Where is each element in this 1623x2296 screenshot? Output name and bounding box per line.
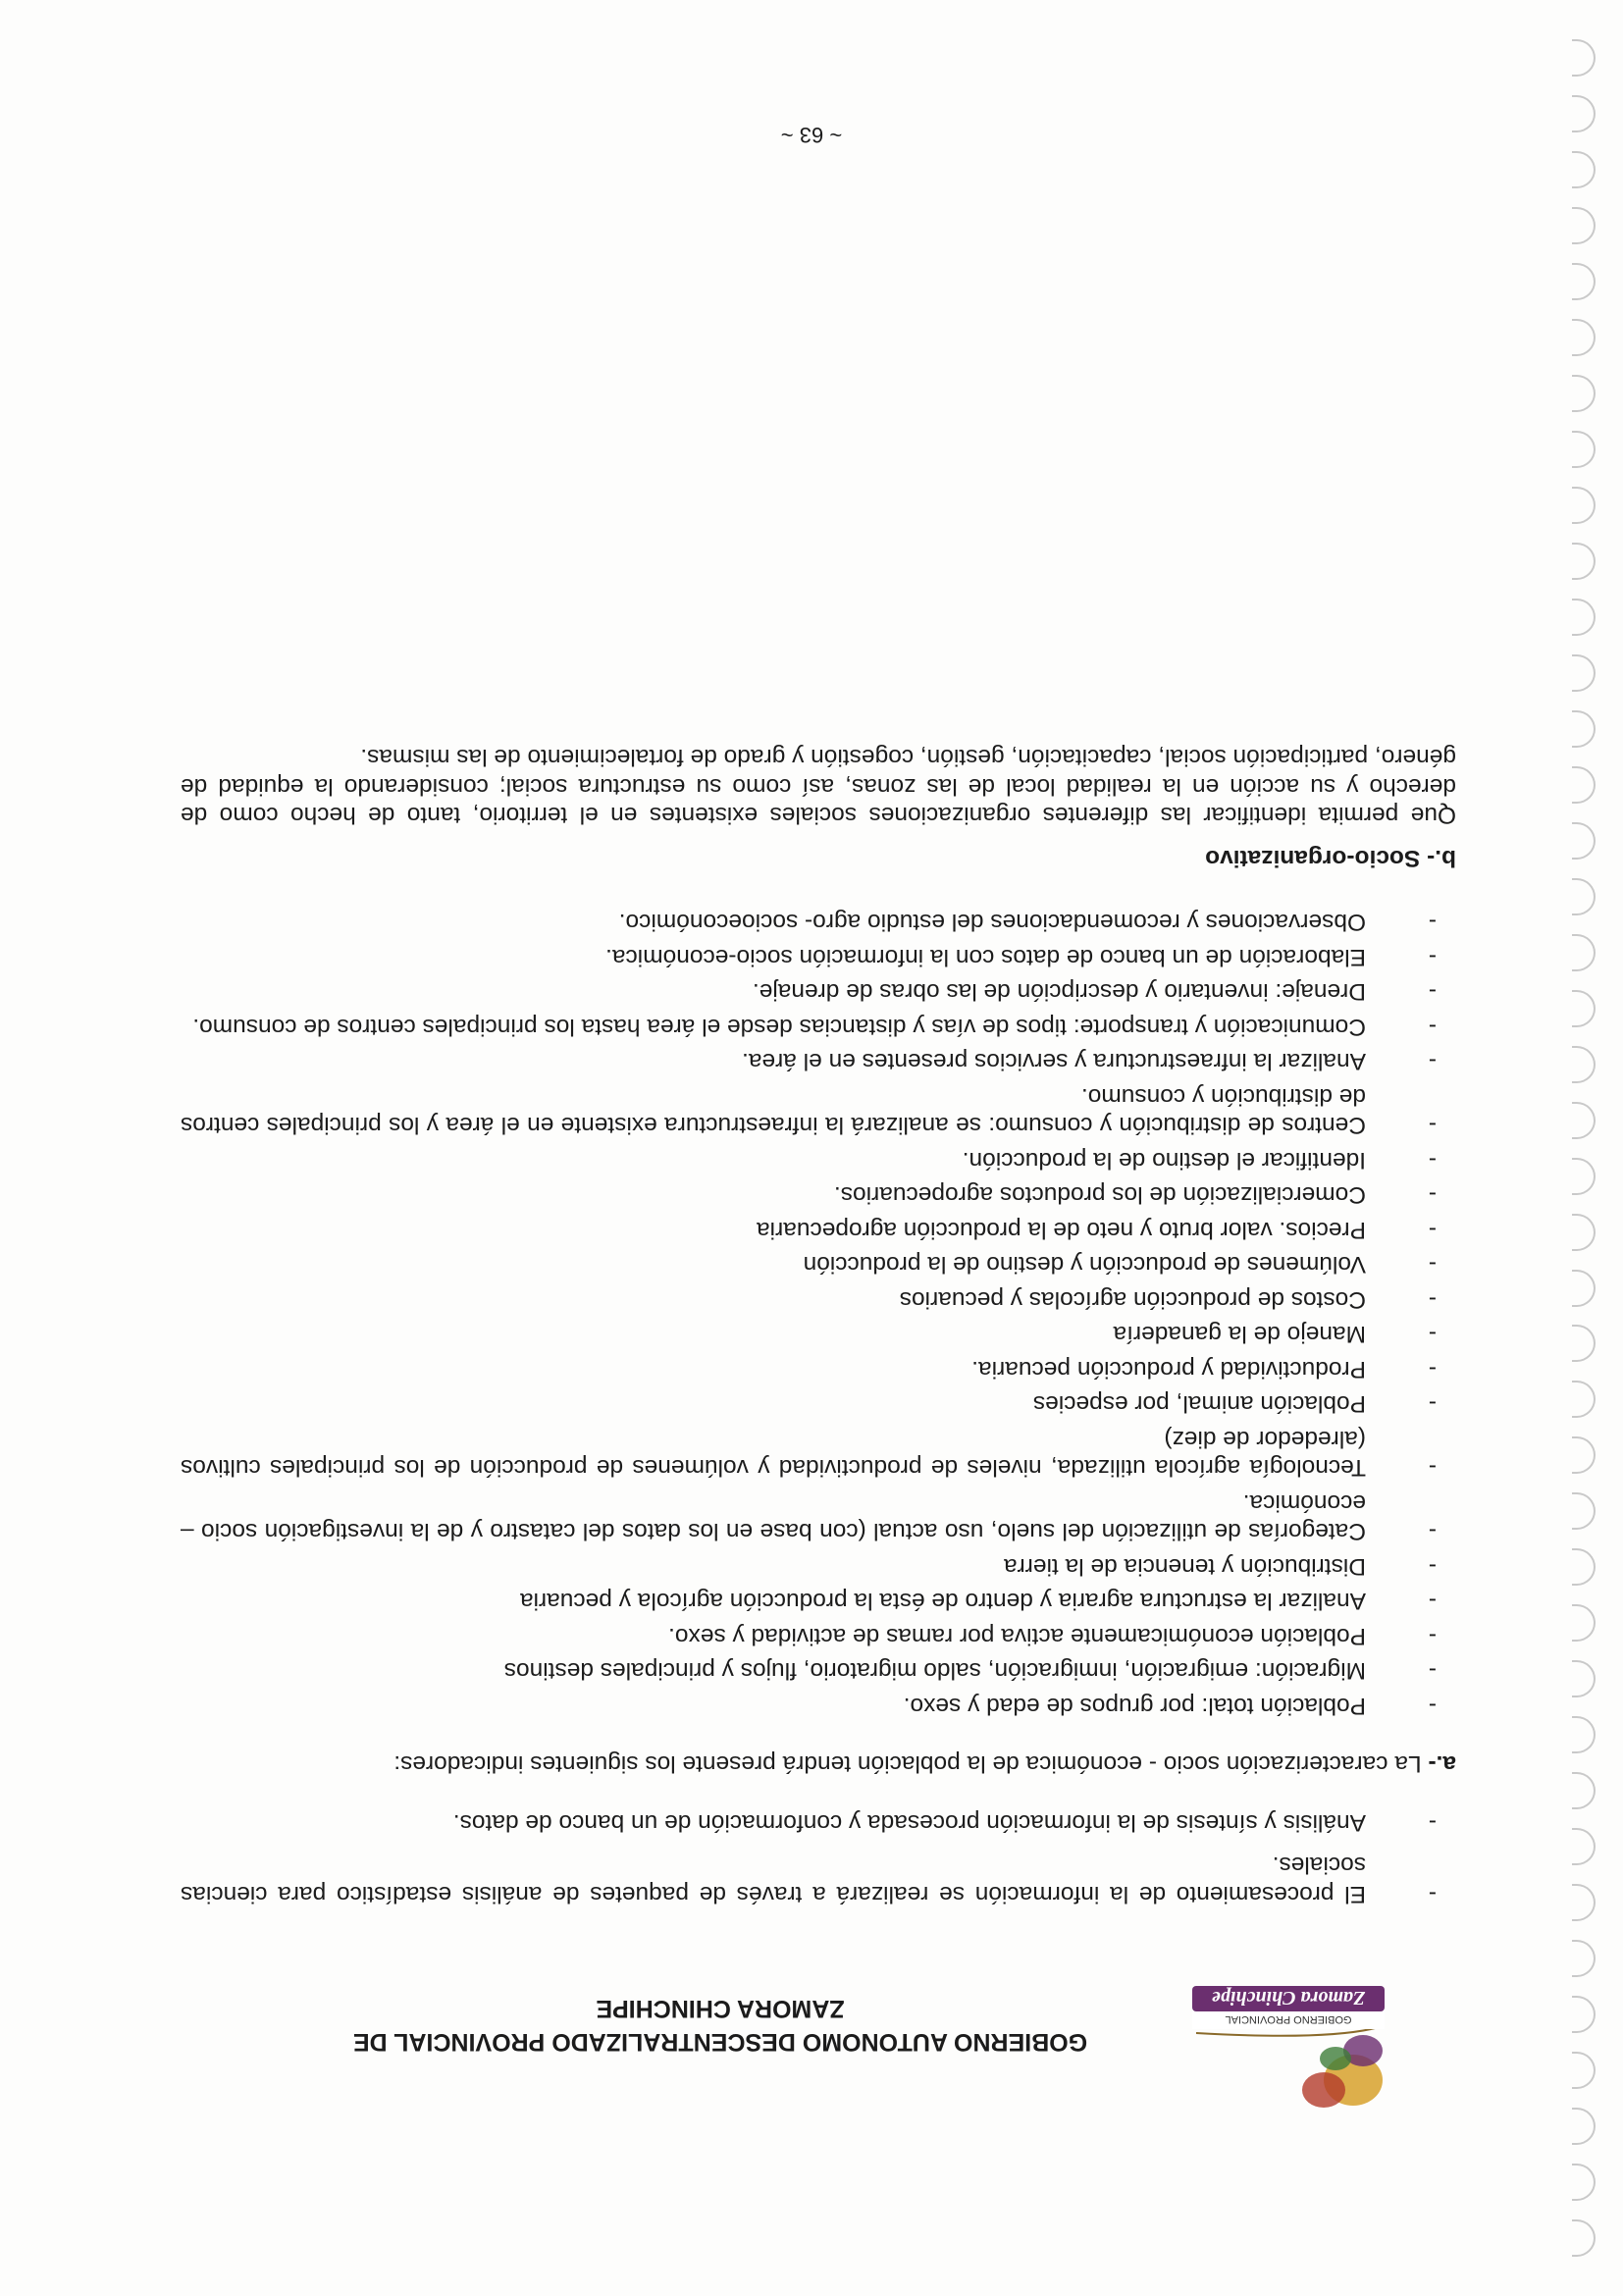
binder-hole: [1572, 263, 1596, 300]
dash-bullet-icon: -: [1428, 1321, 1437, 1348]
binder-hole: [1572, 1492, 1596, 1530]
binder-hole: [1572, 431, 1596, 468]
section-a-lead: a.-: [1428, 1750, 1456, 1778]
dash-bullet-icon: -: [1428, 1147, 1437, 1174]
dash-bullet-icon: -: [1428, 1623, 1437, 1649]
binder-hole: [1572, 1548, 1596, 1586]
section-b-title: b.- Socio-organizativo: [1205, 845, 1456, 871]
binder-hole: [1572, 1046, 1596, 1083]
binder-hole: [1572, 1381, 1596, 1418]
indicator-item: - Comunicación y transporte: tipos de vías y distancias desde el área hasta los principales centros de consumo.: [192, 1014, 1437, 1040]
dash-bullet-icon: -: [1428, 1518, 1437, 1545]
page-header: [264, 1972, 1392, 2119]
indicator-item: - Centros de distribución y consumo: se analizará la infraestructura existente en el área y los principales centros de distribución y consumo.: [181, 1083, 1437, 1139]
binder-hole: [1572, 1940, 1596, 1977]
binder-hole: [1572, 543, 1596, 580]
indicator-item: - Productividad y producción pecuaria.: [971, 1356, 1437, 1383]
dash-bullet-icon: -: [1428, 1881, 1437, 1907]
indicator-item: - Analizar la estructura agraria y dentro de ésta la producción agrícola y pecuaria: [519, 1588, 1437, 1615]
binder-hole: [1572, 1660, 1596, 1697]
binder-hole: [1572, 1996, 1596, 2033]
dash-bullet-icon: -: [1428, 978, 1437, 1006]
dash-bullet-icon: -: [1428, 1390, 1437, 1418]
binder-hole: [1572, 1270, 1596, 1307]
dash-bullet-icon: -: [1428, 1809, 1437, 1836]
header-title: [274, 1992, 1167, 2059]
binder-hole: [1572, 599, 1596, 636]
binder-hole: [1572, 375, 1596, 412]
intro-bullet: - El procesamiento de la información se realizará a través de paquetes de análisis estadístico para ciencias sociales.: [181, 1852, 1437, 1907]
binder-hole: [1572, 990, 1596, 1027]
binder-hole: [1572, 319, 1596, 356]
indicator-item: - Población animal, por especies: [1032, 1390, 1437, 1418]
binder-hole: [1572, 1828, 1596, 1865]
intro-bullet: - Análisis y síntesis de la información procesada y conformación de un banco de datos.: [452, 1809, 1437, 1836]
indicator-item: - Población económicamente activa por ramas de actividad y sexo.: [668, 1623, 1437, 1649]
binder-hole: [1572, 2108, 1596, 2145]
indicator-item: - Tecnología agrícola utilizada, niveles de productividad y volúmenes de producción de los principales cultivos (alrededor de diez): [181, 1426, 1437, 1482]
provincial-government-logo: [1186, 1982, 1392, 2119]
binder-hole: [1572, 1102, 1596, 1139]
dash-bullet-icon: -: [1428, 1014, 1437, 1040]
indicator-item: - Comercialización de los productos agropecuarios.: [833, 1181, 1437, 1209]
indicator-item: - Migración: emigración, inmigración, saldo migratorio, flujos y principales destinos: [503, 1657, 1437, 1685]
dash-bullet-icon: -: [1428, 1454, 1437, 1482]
dash-bullet-icon: -: [1428, 1048, 1437, 1075]
binder-hole: [1572, 766, 1596, 804]
section-b-paragraph: Que permita identificar las diferentes organizaciones sociales existentes en el territorio, tanto de hecho como de derecho y su acción en la realidad local de las zonas, así como su estructura social; considerando la equidad de género, participación social, capacitación, gestión, cogestión y grado de fortalecimiento de las mismas.: [181, 744, 1456, 829]
binder-hole: [1572, 1158, 1596, 1195]
header-title-line1: GOBIERNO AUTONOMO DESCENTRALIZADO PROVINCIAL DE: [352, 2028, 1088, 2056]
binder-hole: [1572, 1604, 1596, 1642]
binder-hole: [1572, 1326, 1596, 1363]
binder-hole: [1572, 39, 1596, 77]
dash-bullet-icon: -: [1428, 1588, 1437, 1615]
binder-hole: [1572, 487, 1596, 524]
indicator-item: - Analizar la infraestructura y servicios presentes en el área.: [742, 1048, 1437, 1075]
dash-bullet-icon: -: [1428, 1112, 1437, 1139]
indicator-item: - Identificar el destino de la producción.: [962, 1147, 1437, 1174]
dash-bullet-icon: -: [1428, 1356, 1437, 1383]
indicator-item: - Costos de producción agrícolas y pecuarios: [899, 1286, 1437, 1313]
binder-hole: [1572, 1884, 1596, 1921]
indicator-item: - Categorías de utilización del suelo, uso actual (con base en los datos del catastro y de la investigación socio – económica.: [181, 1489, 1437, 1545]
binder-hole: [1572, 207, 1596, 244]
logo-line2: Zamora Chinchipe: [1211, 1987, 1366, 2009]
indicator-item: - Observaciones y recomendaciones del estudio agro- socioeconómico.: [618, 909, 1437, 936]
dash-bullet-icon: -: [1428, 1657, 1437, 1685]
binder-hole: [1572, 1772, 1596, 1809]
dash-bullet-icon: -: [1428, 909, 1437, 936]
indicator-item: - Drenaje: inventario y descripción de las obras de drenaje.: [752, 978, 1437, 1006]
dash-bullet-icon: -: [1428, 1217, 1437, 1243]
dash-bullet-icon: -: [1428, 1251, 1437, 1278]
binder-hole: [1572, 2164, 1596, 2201]
logo-line1: GOBIERNO PROVINCIAL: [1225, 2013, 1352, 2025]
indicator-item: - Distribución y tenencia de la tierra: [1003, 1553, 1437, 1580]
indicator-list: [181, 908, 1456, 1720]
binder-hole: [1572, 822, 1596, 860]
section-a-paragraph: [181, 1749, 1456, 1779]
binder-holes: [1566, 39, 1596, 2257]
section-a-text: La caracterización socio - económica de la población tendrá presente los siguientes indicadores:: [393, 1750, 1422, 1778]
binder-hole: [1572, 934, 1596, 971]
dash-bullet-icon: -: [1428, 1693, 1437, 1719]
binder-hole: [1572, 151, 1596, 188]
header-title-line2: ZAMORA CHINCHIPE: [596, 1995, 845, 2022]
indicator-item: - Elaboración de un banco de datos con la información socio-económica.: [605, 944, 1437, 970]
binder-hole: [1572, 1214, 1596, 1251]
binder-hole: [1572, 1716, 1596, 1753]
binder-hole: [1572, 1436, 1596, 1474]
indicator-item: - Población total: por grupos de edad y sexo.: [903, 1693, 1437, 1719]
binder-hole: [1572, 710, 1596, 748]
document-body: [181, 743, 1456, 1908]
page-number: ~ 63 ~: [780, 123, 843, 147]
indicator-item: - Precios. valor bruto y neto de la producción agropecuaria: [756, 1217, 1437, 1243]
dash-bullet-icon: -: [1428, 1181, 1437, 1209]
indicator-item: - Volúmenes de producción y destino de la producción: [803, 1251, 1437, 1278]
dash-bullet-icon: -: [1428, 1286, 1437, 1313]
binder-hole: [1572, 2219, 1596, 2257]
dash-bullet-icon: -: [1428, 1553, 1437, 1580]
binder-hole: [1572, 654, 1596, 692]
binder-hole: [1572, 2052, 1596, 2089]
indicator-item: - Manejo de la ganadería: [1113, 1321, 1437, 1348]
binder-hole: [1572, 878, 1596, 915]
dash-bullet-icon: -: [1428, 944, 1437, 970]
